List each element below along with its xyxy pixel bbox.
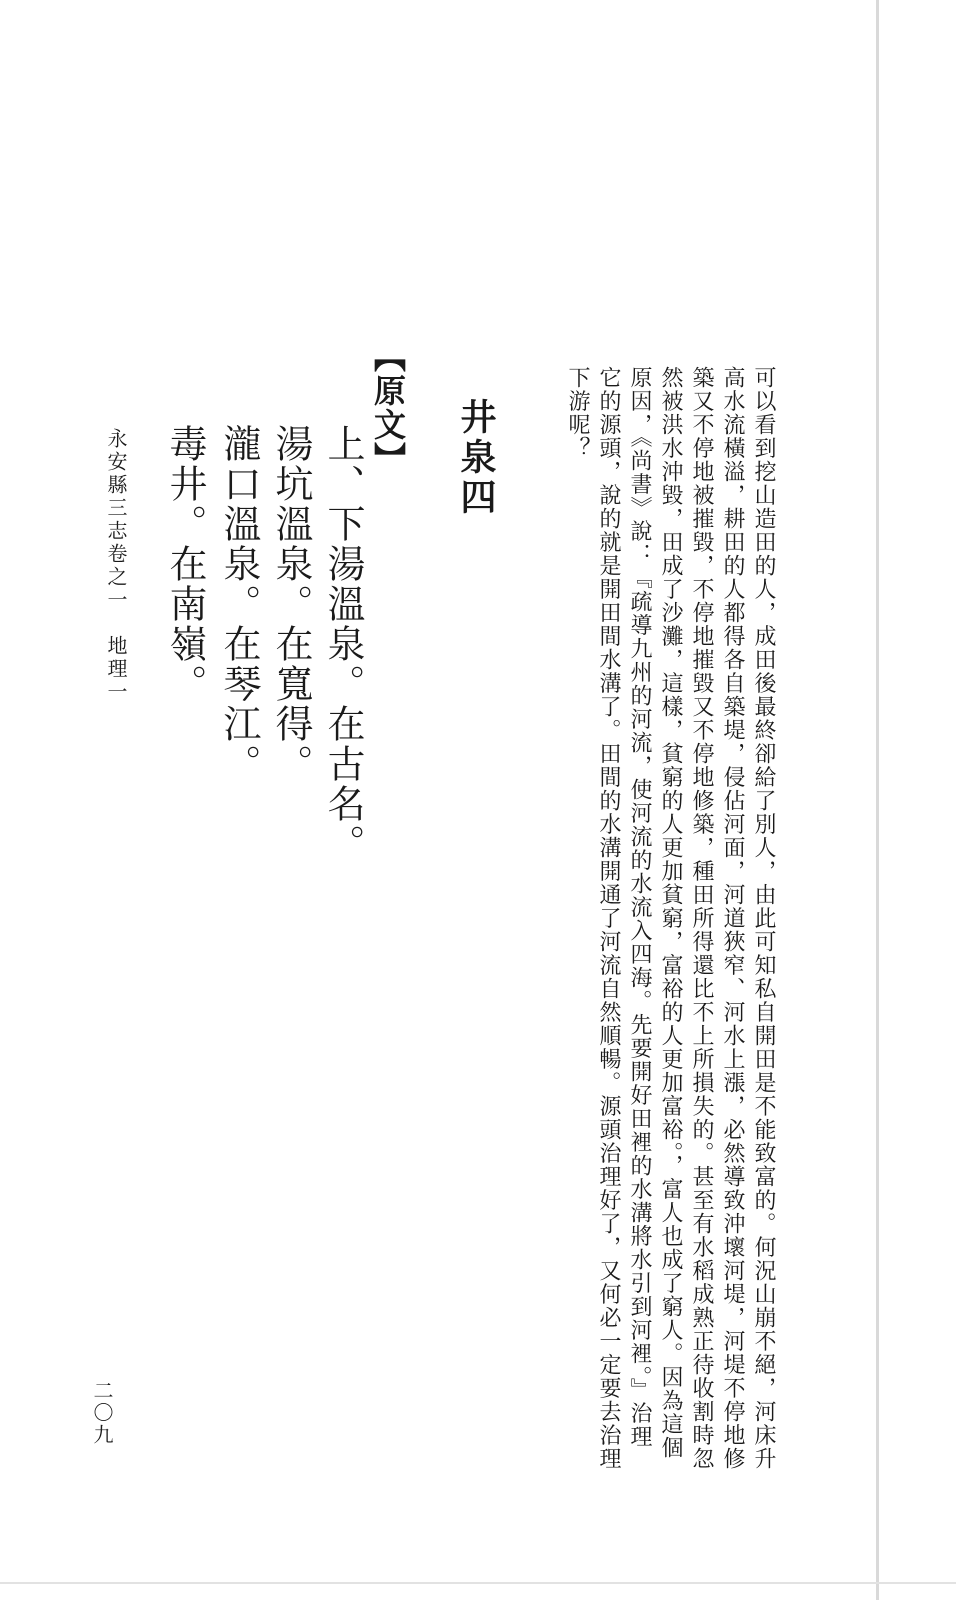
original-line-1: 上、下湯溫泉。在古名。 [321, 424, 365, 864]
translation-line-2: 高水流橫溢，耕田的人都得各自築堤，侵佔河面，河道狹窄、河水上漲，必然導致沖壞河堤，河堤不停地修 [720, 366, 745, 1471]
translation-line-3: 築又不停地被摧毀，不停地摧毀又不停地修築，種田所得還比不上所損失的。甚至有水稻成熟正待收割時忽 [689, 366, 714, 1471]
translation-line-4: 然被洪水沖毀，田成了沙灘，這樣，貧窮的人更加貧窮，富裕的人更加富裕。，富人也成了窮人。因為這個 [658, 366, 683, 1460]
running-title: 永安縣三志卷之一 地理一 [104, 428, 128, 704]
page-edge-bottom [0, 1582, 956, 1584]
original-line-4: 毒井。在南嶺。 [163, 424, 207, 704]
page-edge [876, 0, 879, 1600]
section-title: 井泉四 [455, 398, 497, 518]
original-line-2: 湯坑溫泉。在寬得。 [269, 424, 313, 784]
original-heading: 【原文】 [369, 340, 407, 476]
original-line-3: 瀧口溫泉。在琴江。 [217, 424, 261, 784]
translation-line-1: 可以看到挖山造田的人，成田後最終卻給了別人，由此可知私自開田是不能致富的。何況山崩不絕，河床升 [751, 366, 776, 1471]
translation-line-6: 它的源頭，說的就是開田間水溝了。田間的水溝開通了河流自然順暢。源頭治理好了，又何必一定要去治理 [596, 366, 621, 1471]
page-number: 二〇九 [90, 1380, 114, 1446]
translation-line-7: 下游呢？ [565, 366, 590, 460]
translation-line-5: 原因，《尚書》說：『疏導九州的河流，使河流的水流入四海。先要開好田裡的水溝將水引到河裡。』治理 [627, 366, 652, 1449]
